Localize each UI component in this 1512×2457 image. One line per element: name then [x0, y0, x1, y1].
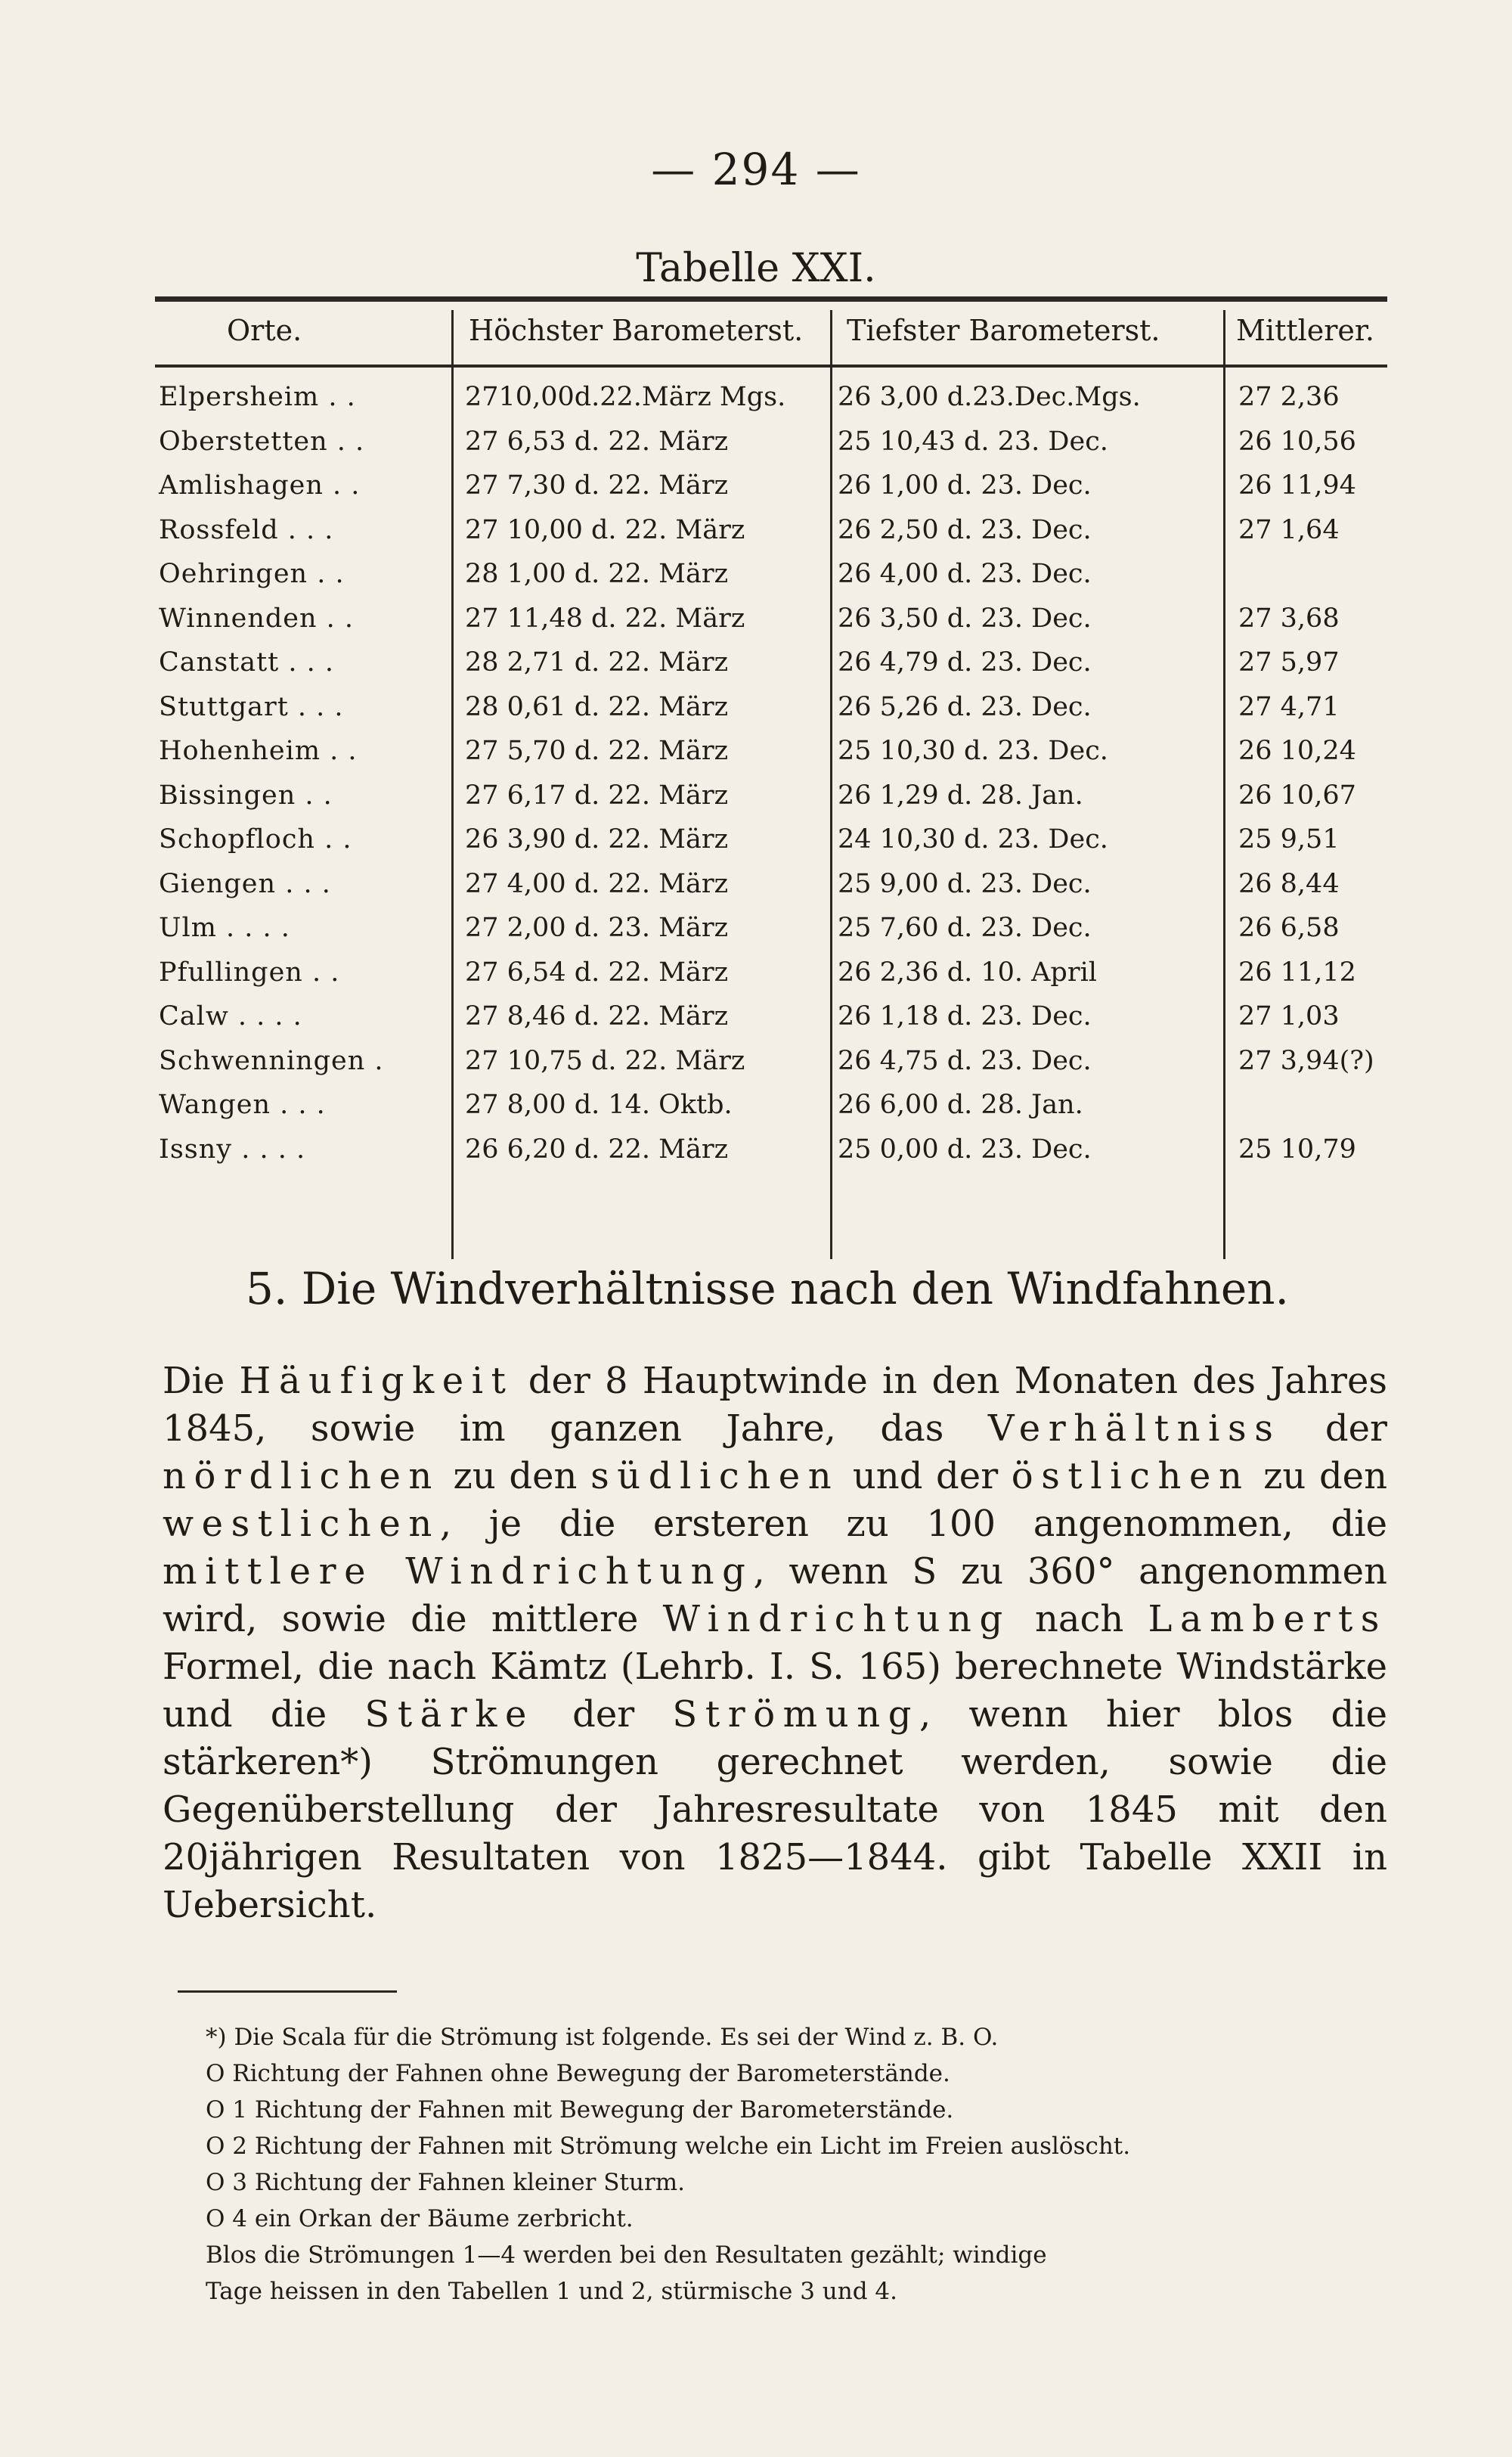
section-title: 5. Die Windverhältnisse nach den Windfahnen. — [246, 1263, 1289, 1314]
place-cell: Canstatt . . . — [159, 647, 334, 678]
table-row — [0, 515, 1512, 559]
table-row — [0, 647, 1512, 691]
mean-cell: 27 3,68 — [1238, 603, 1340, 634]
highest-cell: 28 1,00 d. 22. März — [465, 559, 729, 589]
footnote-line: O 2 Richtung der Fahnen mit Strömung welche ein Licht im Freien auslöscht. — [206, 2133, 1131, 2160]
table-row — [0, 1046, 1512, 1090]
highest-cell: 27 11,48 d. 22. März — [465, 603, 745, 634]
footnote-line: O 3 Richtung der Fahnen kleiner Sturm. — [206, 2169, 686, 2196]
lowest-cell: 25 9,00 d. 23. Dec. — [838, 868, 1092, 899]
lowest-cell: 26 4,75 d. 23. Dec. — [838, 1045, 1092, 1076]
place-cell: Rossfeld . . . — [159, 514, 334, 545]
place-cell: Giengen . . . — [159, 868, 331, 899]
highest-cell: 27 10,00 d. 22. März — [465, 514, 745, 545]
mean-cell: 26 10,24 — [1238, 736, 1356, 766]
lowest-cell: 26 3,00 d.23.Dec.Mgs. — [838, 382, 1141, 412]
body-paragraph: Die Häufigkeit der 8 Hauptwinde in den Monaten des Jahres 1845, sowie im ganzen Jahre, das Verhältniss der nördlichen zu den südlichen und der östlichen zu den westlichen, je die ersteren zu 100 angenommen, die mittlere Windrichtung, wenn S zu 360° angenommen wird, sowie die mittlere Windrichtung nach Lamberts Formel, die nach Kämtz (Lehrb. I. S. 165) berechnete Windstärke und die Stärke der Strömung, wenn hier blos die stärkeren*) Strömungen gerechnet werden, sowie die Gegenüberstellung der Jahresresultate von 1845 mit den 20jährigen Resultaten von 1825—1844. gibt Tabelle XXII in Uebersicht. — [163, 1360, 1388, 1926]
footnote-rule — [178, 1990, 397, 1993]
mean-cell: 26 8,44 — [1238, 868, 1340, 899]
highest-cell: 27 10,75 d. 22. März — [465, 1045, 745, 1076]
table-row — [0, 869, 1512, 913]
highest-cell: 27 6,17 d. 22. März — [465, 780, 729, 811]
footnote-line: O 4 ein Orkan der Bäume zerbricht. — [206, 2205, 634, 2232]
highest-cell: 27 4,00 d. 22. März — [465, 868, 729, 899]
lowest-cell: 26 1,18 d. 23. Dec. — [838, 1001, 1092, 1032]
mean-cell: 26 11,94 — [1238, 470, 1356, 501]
place-cell: Elpersheim . . — [159, 382, 356, 412]
highest-cell: 27 2,00 d. 23. März — [465, 913, 729, 943]
table-row — [0, 736, 1512, 780]
mean-cell: 26 6,58 — [1238, 913, 1340, 943]
lowest-cell: 26 5,26 d. 23. Dec. — [838, 691, 1092, 722]
lowest-cell: 26 2,36 d. 10. April — [838, 957, 1097, 988]
highest-cell: 27 6,53 d. 22. März — [465, 426, 729, 457]
table-row — [0, 957, 1512, 1001]
lowest-cell: 26 2,50 d. 23. Dec. — [838, 514, 1092, 545]
place-cell: Schopfloch . . — [159, 824, 352, 855]
lowest-cell: 26 6,00 d. 28. Jan. — [838, 1090, 1083, 1120]
lowest-cell: 26 1,00 d. 23. Dec. — [838, 470, 1092, 501]
footnote-line: Tage heissen in den Tabellen 1 und 2, stürmische 3 und 4. — [206, 2278, 897, 2305]
highest-cell: 27 8,46 d. 22. März — [465, 1001, 729, 1032]
page-number: — 294 — — [651, 144, 861, 195]
highest-cell: 28 0,61 d. 22. März — [465, 691, 729, 722]
place-cell: Hohenheim . . — [159, 736, 358, 766]
highest-cell: 27 7,30 d. 22. März — [465, 470, 729, 501]
place-cell: Issny . . . . — [159, 1134, 306, 1165]
mean-cell: 27 3,94(?) — [1238, 1045, 1374, 1076]
place-cell: Pfullingen . . — [159, 957, 340, 988]
place-cell: Stuttgart . . . — [159, 691, 344, 722]
table-row — [0, 427, 1512, 470]
header-lowest: Tiefster Barometerst. — [847, 314, 1160, 347]
table-row — [0, 382, 1512, 426]
lowest-cell: 25 0,00 d. 23. Dec. — [838, 1134, 1092, 1165]
table-row — [0, 1090, 1512, 1134]
lowest-cell: 25 10,30 d. 23. Dec. — [838, 736, 1108, 766]
header-highest: Höchster Barometerst. — [469, 314, 804, 347]
mean-cell: 27 1,03 — [1238, 1001, 1340, 1032]
mean-cell: 26 10,67 — [1238, 780, 1356, 811]
place-cell: Calw . . . . — [159, 1001, 302, 1032]
table-row — [0, 603, 1512, 647]
lowest-cell: 26 4,79 d. 23. Dec. — [838, 647, 1092, 678]
place-cell: Oberstetten . . — [159, 426, 365, 457]
footnote-line: O 1 Richtung der Fahnen mit Bewegung der Barometerstände. — [206, 2096, 954, 2124]
lowest-cell: 26 1,29 d. 28. Jan. — [838, 780, 1083, 811]
mean-cell: 25 10,79 — [1238, 1134, 1356, 1165]
highest-cell: 26 6,20 d. 22. März — [465, 1134, 729, 1165]
highest-cell: 27 5,70 d. 22. März — [465, 736, 729, 766]
mean-cell: 27 2,36 — [1238, 382, 1340, 412]
place-cell: Winnenden . . — [159, 603, 355, 634]
table-row — [0, 1001, 1512, 1045]
mean-cell: 26 11,12 — [1238, 957, 1356, 988]
header-rule — [155, 365, 1387, 368]
highest-cell: 26 3,90 d. 22. März — [465, 824, 729, 855]
place-cell: Amlishagen . . — [159, 470, 361, 501]
table-row — [0, 692, 1512, 736]
table-title: Tabelle XXI. — [636, 246, 876, 291]
header-places: Orte. — [227, 314, 302, 347]
lowest-cell: 24 10,30 d. 23. Dec. — [838, 824, 1108, 855]
table-row — [0, 824, 1512, 868]
mean-cell: 27 5,97 — [1238, 647, 1340, 678]
mean-cell: 25 9,51 — [1238, 824, 1340, 855]
highest-cell: 27 6,54 d. 22. März — [465, 957, 729, 988]
mean-cell: 26 10,56 — [1238, 426, 1356, 457]
table-row — [0, 1134, 1512, 1178]
footnote-line: O Richtung der Fahnen ohne Bewegung der Barometerstände. — [206, 2060, 950, 2087]
table-row — [0, 559, 1512, 603]
mean-cell: 27 4,71 — [1238, 691, 1340, 722]
place-cell: Oehringen . . — [159, 559, 345, 589]
footnotes — [206, 2019, 1396, 2310]
highest-cell: 28 2,71 d. 22. März — [465, 647, 729, 678]
table-row — [0, 470, 1512, 514]
footnote-line: *) Die Scala für die Strömung ist folgende. Es sei der Wind z. B. O. — [206, 2024, 999, 2051]
mean-cell: 27 1,64 — [1238, 514, 1340, 545]
place-cell: Schwenningen . — [159, 1045, 384, 1076]
highest-cell: 27 8,00 d. 14. Oktb. — [465, 1090, 733, 1120]
lowest-cell: 26 3,50 d. 23. Dec. — [838, 603, 1092, 634]
place-cell: Wangen . . . — [159, 1090, 326, 1120]
lowest-cell: 25 10,43 d. 23. Dec. — [838, 426, 1108, 457]
lowest-cell: 26 4,00 d. 23. Dec. — [838, 559, 1092, 589]
footnote-line: Blos die Strömungen 1—4 werden bei den Resultaten gezählt; windige — [206, 2241, 1047, 2269]
place-cell: Ulm . . . . — [159, 913, 290, 943]
header-mean: Mittlerer. — [1236, 314, 1374, 347]
table-top-rule — [155, 296, 1387, 302]
table-row — [0, 780, 1512, 824]
place-cell: Bissingen . . — [159, 780, 333, 811]
highest-cell: 2710,00d.22.März Mgs. — [465, 382, 786, 412]
table-row — [0, 913, 1512, 957]
lowest-cell: 25 7,60 d. 23. Dec. — [838, 913, 1092, 943]
